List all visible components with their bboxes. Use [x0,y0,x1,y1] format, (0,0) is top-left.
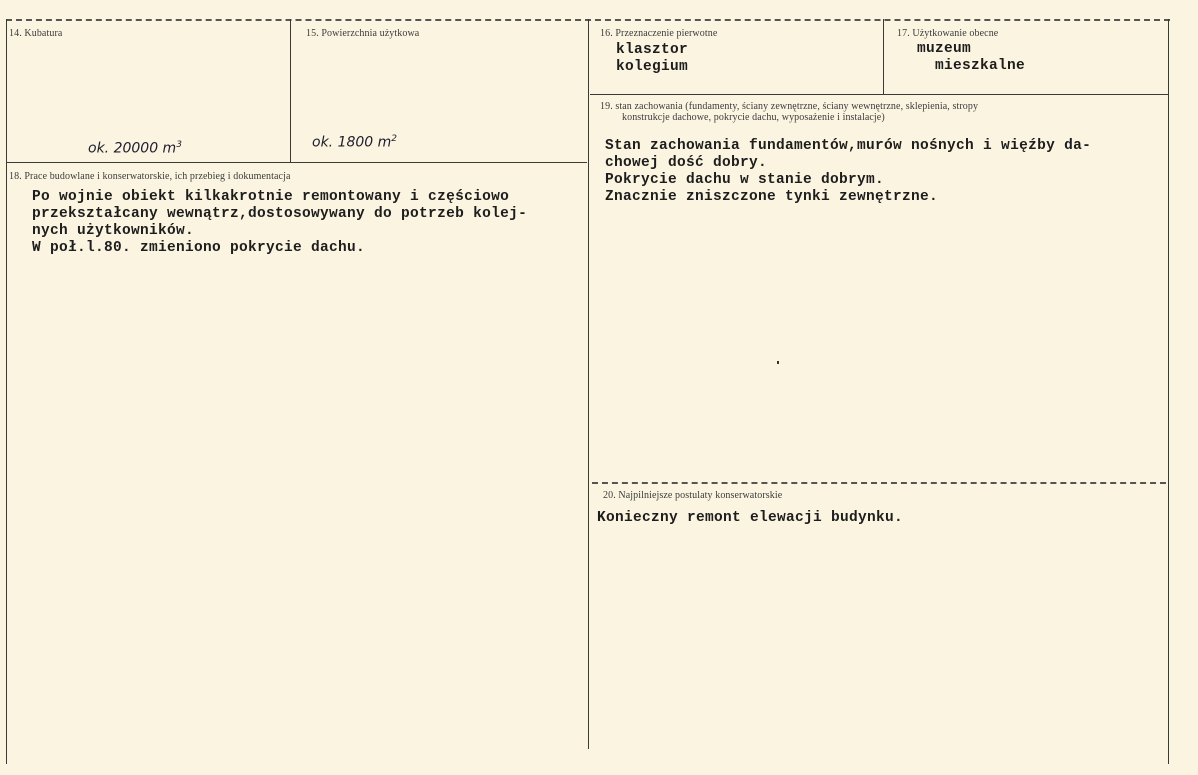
divider-16-17 [883,19,884,95]
ink-speck [777,361,779,364]
field-19-line-3: Pokrycie dachu w stanie dobrym. [605,172,885,188]
field-19-label-line-2: konstrukcje dachowe, pokrycie dachu, wyposażenie i instalacje) [622,112,885,123]
field-19-line-4: Znacznie zniszczone tynki zewnętrzne. [605,189,939,205]
field-15-value [312,134,397,151]
right-border [1168,19,1169,764]
field-17-line-1: muzeum [917,41,972,57]
field-18-line-2: przekształcany wewnątrz,dostosowywany do potrzeb kolej- [32,206,528,222]
field-16-line-1: klasztor [616,42,689,58]
field-14-exponent: 3 [176,140,182,150]
field-15-label: 15. Powierzchnia użytkowa [306,28,420,39]
field-18-line-4: W poł.l.80. zmieniono pokrycie dachu. [32,240,366,256]
field-19-label-line-1: 19. stan zachowania (fundamenty, ściany zewnętrzne, ściany wewnętrzne, sklepienia, stropy [600,101,979,112]
field-16-line-2: kolegium [616,59,689,75]
field-18-label: 18. Prace budowlane i konserwatorskie, ich przebieg i dokumentacja [9,171,291,182]
divider-14-15 [290,19,291,163]
field-14-value [88,140,182,157]
section20-top [592,482,1166,484]
field-18-line-1: Po wojnie obiekt kilkakrotnie remontowany i częściowo [32,189,510,205]
center-divider [588,19,589,749]
field-16-label: 16. Przeznaczenie pierwotne [600,28,718,39]
field-19-line-1: Stan zachowania fundamentów,murów nośnych i więźby da- [605,138,1092,154]
left-border [6,19,7,764]
row1-bottom-right [590,94,1168,95]
field-17-label: 17. Użytkowanie obecne [897,28,999,39]
field-20-label: 20. Najpilniejsze postulaty konserwatorskie [603,490,783,501]
field-18-line-3: nych użytkowników. [32,223,195,239]
field-20-line-1: Konieczny remont elewacji budynku. [597,510,904,526]
field-15-value-text: ok. 1800 m [312,134,392,151]
field-19-line-2: chowej dość dobry. [605,155,768,171]
row1-bottom-left [6,162,587,163]
field-14-label: 14. Kubatura [9,28,63,39]
field-14-value-text: ok. 20000 m [88,140,177,157]
field-17-line-2: mieszkalne [917,58,1026,74]
field-15-exponent: 2 [391,134,398,144]
